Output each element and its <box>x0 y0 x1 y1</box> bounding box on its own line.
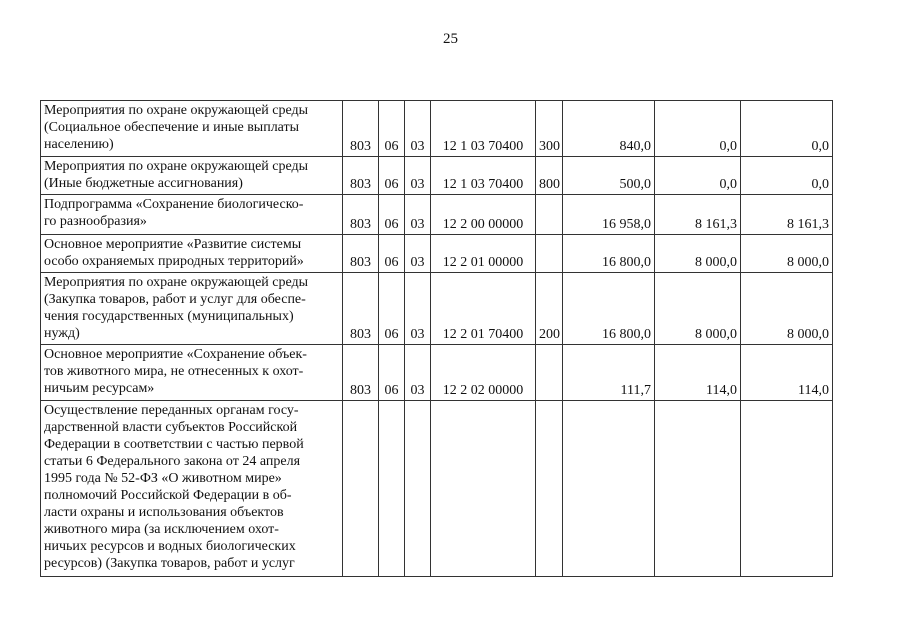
table-row <box>41 195 833 235</box>
amount-year-1: 16 800,0 <box>563 273 655 345</box>
target-article-code: 12 2 01 00000 <box>431 235 536 273</box>
amount-year-2: 8 000,0 <box>655 235 741 273</box>
ministry-code: 803 <box>343 157 379 195</box>
target-article-code: 12 2 00 00000 <box>431 195 536 235</box>
expense-type-code <box>536 345 563 401</box>
table-row <box>41 235 833 273</box>
amount-year-2: 0,0 <box>655 157 741 195</box>
ministry-code: 803 <box>343 273 379 345</box>
target-article-code: 12 1 03 70400 <box>431 157 536 195</box>
table-row <box>41 157 833 195</box>
amount-year-3: 8 000,0 <box>741 235 833 273</box>
expense-type-code: 200 <box>536 273 563 345</box>
amount-year-1: 16 958,0 <box>563 195 655 235</box>
table-row <box>41 345 833 401</box>
expense-type-code <box>536 235 563 273</box>
section-code: 06 <box>379 101 405 157</box>
amount-year-1: 111,7 <box>563 345 655 401</box>
ministry-code: 803 <box>343 235 379 273</box>
ministry-code: 803 <box>343 345 379 401</box>
section-code <box>379 401 405 577</box>
amount-year-2: 8 161,3 <box>655 195 741 235</box>
subsection-code: 03 <box>405 345 431 401</box>
subsection-code: 03 <box>405 235 431 273</box>
section-code: 06 <box>379 157 405 195</box>
ministry-code: 803 <box>343 195 379 235</box>
amount-year-2 <box>655 401 741 577</box>
subsection-code: 03 <box>405 195 431 235</box>
amount-year-3 <box>741 401 833 577</box>
target-article-code: 12 2 01 70400 <box>431 273 536 345</box>
amount-year-2: 8 000,0 <box>655 273 741 345</box>
amount-year-2: 0,0 <box>655 101 741 157</box>
subsection-code <box>405 401 431 577</box>
amount-year-1: 500,0 <box>563 157 655 195</box>
section-code: 06 <box>379 345 405 401</box>
row-description: Мероприятия по охране окружающей среды (Социальное обеспечение и иные выплаты населению) <box>41 101 343 157</box>
amount-year-3: 0,0 <box>741 157 833 195</box>
expense-type-code: 800 <box>536 157 563 195</box>
ministry-code <box>343 401 379 577</box>
subsection-code: 03 <box>405 157 431 195</box>
table-row <box>41 273 833 345</box>
target-article-code: 12 1 03 70400 <box>431 101 536 157</box>
table-row <box>41 101 833 157</box>
table-row <box>41 401 833 577</box>
row-description: Мероприятия по охране окружающей среды (Закупка товаров, работ и услуг для обеспе- чения государственных (муниципальных) нужд) <box>41 273 343 345</box>
amount-year-2: 114,0 <box>655 345 741 401</box>
row-description: Подпрограмма «Сохранение биологическо- го разнообразия» <box>41 195 343 235</box>
amount-year-3: 8 000,0 <box>741 273 833 345</box>
expense-type-code: 300 <box>536 101 563 157</box>
amount-year-1: 840,0 <box>563 101 655 157</box>
page-number: 25 <box>443 31 458 47</box>
expense-type-code <box>536 195 563 235</box>
row-description: Мероприятия по охране окружающей среды (Иные бюджетные ассигнования) <box>41 157 343 195</box>
ministry-code: 803 <box>343 101 379 157</box>
row-description: Осуществление переданных органам госу- дарственной власти субъектов Российской Федерации в соответствии с частью первой статьи 6 Федерального закона от 24 апреля 1995 года № 52-ФЗ «О животном мире» полномочий Российской Федерации в об- ласти охраны и использования объектов животного мира (за исключением охот- ничьих ресурсов и водных биологических ресурсов) (Закупка товаров, работ и услуг <box>41 401 343 577</box>
expense-type-code <box>536 401 563 577</box>
amount-year-1: 16 800,0 <box>563 235 655 273</box>
section-code: 06 <box>379 273 405 345</box>
subsection-code: 03 <box>405 273 431 345</box>
section-code: 06 <box>379 235 405 273</box>
amount-year-3: 114,0 <box>741 345 833 401</box>
budget-table <box>40 100 833 577</box>
section-code: 06 <box>379 195 405 235</box>
target-article-code <box>431 401 536 577</box>
amount-year-3: 8 161,3 <box>741 195 833 235</box>
row-description: Основное мероприятие «Развитие системы особо охраняемых природных территорий» <box>41 235 343 273</box>
subsection-code: 03 <box>405 101 431 157</box>
amount-year-1 <box>563 401 655 577</box>
amount-year-3: 0,0 <box>741 101 833 157</box>
target-article-code: 12 2 02 00000 <box>431 345 536 401</box>
row-description: Основное мероприятие «Сохранение объек- тов животного мира, не отнесенных к охот- ничьим ресурсам» <box>41 345 343 401</box>
